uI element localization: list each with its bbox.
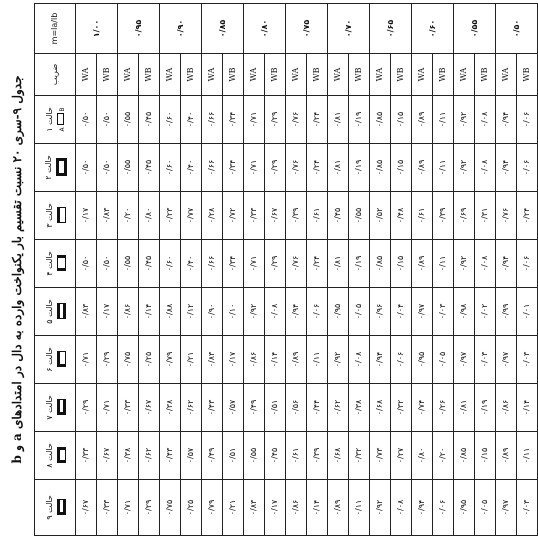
value-cell: ۰/۲۰: [118, 192, 139, 240]
header-case-9: [35, 480, 76, 536]
value-cell: ۰/۶۲: [328, 384, 349, 432]
value-cell: ۰/۰۸: [391, 480, 412, 536]
value-cell: ۰/۹۴: [496, 240, 517, 288]
value-cell: ۰/۸۹: [328, 480, 349, 536]
value-cell: ۰/۴۰: [181, 96, 202, 144]
table-row: [475, 4, 496, 536]
value-cell: ۰/۰۳: [475, 336, 496, 384]
slab-case-3-icon: [57, 208, 66, 224]
coef-cell: WA: [118, 54, 139, 96]
value-cell: ۰/۳۴: [223, 144, 244, 192]
value-cell: ۰/۲۶: [433, 384, 454, 432]
value-cell: ۰/۲۹: [97, 336, 118, 384]
header-case-5: [35, 288, 76, 336]
value-cell: ۰/۵۰: [76, 96, 97, 144]
coef-cell: WA: [454, 54, 475, 96]
case-label: حالت ۸: [44, 443, 54, 468]
value-cell: ۰/۹۷: [496, 480, 517, 536]
value-cell: ۰/۵۵: [118, 240, 139, 288]
value-cell: ۰/۵۲: [370, 192, 391, 240]
value-cell: ۰/۹۲: [454, 96, 475, 144]
value-cell: ۰/۳۴: [223, 96, 244, 144]
coef-cell: WB: [475, 54, 496, 96]
coef-cell: WB: [97, 54, 118, 96]
table-row: [370, 4, 391, 536]
slab-case-5-icon: [57, 304, 66, 320]
value-cell: ۰/۰۵: [475, 480, 496, 536]
value-cell: ۰/۲۹: [76, 384, 97, 432]
value-cell: ۰/۶۷: [139, 384, 160, 432]
header-case-6: [35, 336, 76, 384]
ratio-cell: ۰/۵۰: [496, 4, 538, 54]
slab-case-8-icon: [57, 448, 66, 464]
value-cell: ۰/۸۹: [412, 96, 433, 144]
value-cell: ۰/۵۶: [286, 384, 307, 432]
value-cell: ۰/۹۰: [202, 288, 223, 336]
value-cell: ۰/۲۹: [139, 480, 160, 536]
value-cell: ۰/۰۴: [391, 288, 412, 336]
value-cell: ۰/۰۸: [265, 288, 286, 336]
ratio-cell: ۱/۰۰: [76, 4, 118, 54]
value-cell: ۰/۴۹: [244, 384, 265, 432]
ratio-cell: ۰/۹۵: [118, 4, 160, 54]
value-cell: ۰/۵۷: [223, 384, 244, 432]
value-cell: ۰/۸۹: [412, 144, 433, 192]
value-cell: ۰/۳۸: [160, 384, 181, 432]
table-row: [265, 4, 286, 536]
ratio-cell: ۰/۹۰: [160, 4, 202, 54]
value-cell: ۰/۷۵: [160, 480, 181, 536]
value-cell: ۰/۳۳: [244, 192, 265, 240]
value-cell: ۰/۴۰: [181, 240, 202, 288]
value-cell: ۰/۱۷: [76, 192, 97, 240]
value-cell: ۰/۴۰: [181, 144, 202, 192]
value-cell: ۰/۱۵: [391, 240, 412, 288]
value-cell: ۰/۰۸: [475, 144, 496, 192]
value-cell: ۰/۷۵: [118, 336, 139, 384]
value-cell: ۰/۷۶: [286, 240, 307, 288]
value-cell: ۰/۰۵: [349, 288, 370, 336]
coef-cell: WB: [223, 54, 244, 96]
value-cell: ۰/۱۷: [97, 288, 118, 336]
value-cell: ۰/۴۹: [202, 432, 223, 480]
value-cell: ۰/۲۵: [181, 480, 202, 536]
value-cell: ۰/۲۹: [265, 96, 286, 144]
value-cell: ۰/۱۴: [265, 336, 286, 384]
value-cell: ۰/۹۲: [454, 240, 475, 288]
value-cell: ۰/۴۵: [139, 96, 160, 144]
value-cell: ۰/۸۰: [139, 192, 160, 240]
value-cell: ۰/۱۴: [307, 480, 328, 536]
value-cell: ۰/۴۴: [307, 384, 328, 432]
header-coef: ضریب: [35, 54, 76, 96]
value-cell: ۰/۷۱: [118, 480, 139, 536]
value-cell: ۰/۶۰: [160, 96, 181, 144]
value-cell: ۰/۲۴: [307, 240, 328, 288]
coef-cell: WA: [202, 54, 223, 96]
header-case-8: [35, 432, 76, 480]
header-case-1: [35, 96, 76, 144]
value-cell: ۰/۸۵: [370, 96, 391, 144]
value-cell: ۰/۰۸: [475, 240, 496, 288]
value-cell: ۰/۳۳: [76, 432, 97, 480]
value-cell: ۰/۲۳: [160, 192, 181, 240]
table-row: [181, 4, 202, 536]
header-case-7: [35, 384, 76, 432]
ratio-cell: ۰/۶۵: [370, 4, 412, 54]
value-cell: ۰/۸۱: [328, 144, 349, 192]
case-label: حالت ۲: [43, 155, 53, 180]
slab-case-1-icon: [57, 114, 64, 126]
value-cell: ۰/۲۹: [265, 144, 286, 192]
value-cell: ۰/۲۰: [433, 432, 454, 480]
value-cell: ۰/۶۱: [286, 432, 307, 480]
value-cell: ۰/۰۱: [517, 288, 538, 336]
value-cell: ۰/۵۰: [76, 240, 97, 288]
value-cell: ۰/۷۴: [412, 384, 433, 432]
case1-a-label: A: [58, 127, 66, 132]
value-cell: ۰/۵۵: [118, 96, 139, 144]
value-cell: ۰/۸۰: [412, 432, 433, 480]
slab-case-9-icon: [57, 500, 66, 516]
coef-cell: WB: [391, 54, 412, 96]
value-cell: ۰/۸۳: [244, 480, 265, 536]
value-cell: ۰/۱۱: [433, 144, 454, 192]
value-cell: ۰/۷۱: [97, 384, 118, 432]
value-cell: ۰/۷۷: [181, 192, 202, 240]
value-cell: ۰/۰۶: [433, 480, 454, 536]
value-cell: ۰/۵۷: [181, 432, 202, 480]
value-cell: ۰/۶۶: [202, 240, 223, 288]
value-cell: ۰/۱۹: [349, 240, 370, 288]
case-label: حالت ۹: [44, 495, 54, 520]
value-cell: ۰/۷۹: [160, 336, 181, 384]
case-label: حالت ۵: [44, 299, 54, 324]
table-row: [454, 4, 475, 536]
value-cell: ۰/۸۱: [454, 384, 475, 432]
value-cell: ۰/۵۰: [76, 144, 97, 192]
value-cell: ۰/۷۳: [370, 432, 391, 480]
value-cell: ۰/۸۶: [244, 336, 265, 384]
coef-cell: WB: [433, 54, 454, 96]
value-cell: ۰/۸۱: [328, 96, 349, 144]
table-row: [286, 4, 307, 536]
value-cell: ۰/۱۱: [433, 96, 454, 144]
table-row: [496, 4, 517, 536]
value-cell: ۰/۱۷: [265, 480, 286, 536]
value-cell: ۰/۶۰: [160, 144, 181, 192]
value-cell: ۰/۸۵: [454, 432, 475, 480]
value-cell: ۰/۹۲: [370, 480, 391, 536]
ratio-cell: ۰/۶۰: [412, 4, 454, 54]
value-cell: ۰/۰۵: [433, 336, 454, 384]
value-cell: ۰/۸۹: [412, 240, 433, 288]
value-cell: ۰/۹۵: [412, 336, 433, 384]
value-cell: ۰/۸۳: [97, 192, 118, 240]
coef-cell: WA: [286, 54, 307, 96]
table-row: [202, 4, 223, 536]
value-cell: ۰/۸۵: [370, 240, 391, 288]
header-case-3: [35, 192, 76, 240]
value-cell: ۰/۵۵: [244, 432, 265, 480]
header-row: [35, 4, 76, 536]
value-cell: ۰/۶۶: [202, 144, 223, 192]
header-case-4: [35, 240, 76, 288]
coef-cell: WB: [307, 54, 328, 96]
case-label: حالت ۴: [44, 251, 54, 276]
value-cell: ۰/۱۷: [223, 336, 244, 384]
slab-case-6-icon: [57, 352, 66, 368]
value-cell: ۰/۳۳: [97, 480, 118, 536]
value-cell: ۰/۳۹: [286, 192, 307, 240]
table-row: [412, 4, 433, 536]
value-cell: ۰/۰۸: [349, 336, 370, 384]
value-cell: ۰/۴۳: [160, 432, 181, 480]
value-cell: ۰/۰۶: [307, 288, 328, 336]
value-cell: ۰/۵۱: [223, 432, 244, 480]
coef-cell: WA: [76, 54, 97, 96]
value-cell: ۰/۹۸: [454, 288, 475, 336]
case1-ab: [55, 107, 66, 131]
case-label: حالت ۷: [44, 395, 54, 420]
value-cell: ۰/۲۱: [181, 336, 202, 384]
value-cell: ۰/۶۱: [412, 192, 433, 240]
value-cell: ۰/۶۸: [370, 384, 391, 432]
value-cell: ۰/۷۱: [244, 144, 265, 192]
ratio-cell: ۰/۸۵: [202, 4, 244, 54]
value-cell: ۰/۸۶: [118, 288, 139, 336]
value-cell: ۰/۳۱: [475, 192, 496, 240]
table-row: [244, 4, 265, 536]
value-cell: ۰/۱۵: [475, 432, 496, 480]
value-cell: ۰/۱۵: [391, 96, 412, 144]
value-cell: ۰/۶۲: [139, 432, 160, 480]
value-cell: ۰/۹۶: [370, 288, 391, 336]
value-cell: ۰/۵۰: [97, 96, 118, 144]
value-cell: ۰/۸۵: [370, 144, 391, 192]
value-cell: ۰/۹۵: [454, 480, 475, 536]
value-cell: ۰/۹۲: [328, 336, 349, 384]
value-cell: ۰/۲۹: [265, 240, 286, 288]
value-cell: ۰/۰۶: [391, 336, 412, 384]
case-label: حالت ۳: [44, 203, 54, 228]
value-cell: ۰/۴۵: [139, 144, 160, 192]
value-cell: ۰/۰۳: [517, 336, 538, 384]
header-case-2: [35, 144, 76, 192]
value-cell: ۰/۲۸: [202, 192, 223, 240]
table-row: [139, 4, 160, 536]
value-cell: ۰/۸۶: [286, 480, 307, 536]
ratio-cell: ۰/۸۰: [244, 4, 286, 54]
value-cell: ۰/۹۴: [496, 144, 517, 192]
case-label: حالت ۱: [44, 107, 54, 132]
value-cell: ۰/۷۹: [202, 480, 223, 536]
table-row: [160, 4, 181, 536]
ratio-cell: ۰/۵۵: [454, 4, 496, 54]
value-cell: ۰/۱۰: [223, 288, 244, 336]
value-cell: ۰/۱۴: [517, 384, 538, 432]
case-label: حالت ۶: [44, 347, 54, 372]
value-cell: ۰/۴۵: [265, 432, 286, 480]
value-cell: ۰/۳۹: [307, 432, 328, 480]
value-cell: ۰/۲۴: [517, 192, 538, 240]
value-cell: ۰/۹۲: [244, 288, 265, 336]
value-cell: ۰/۹۹: [496, 288, 517, 336]
value-cell: ۰/۲۴: [307, 96, 328, 144]
value-cell: ۰/۶۷: [97, 432, 118, 480]
table-row: [97, 4, 118, 536]
value-cell: ۰/۸۹: [496, 432, 517, 480]
value-cell: ۰/۶۶: [202, 96, 223, 144]
value-cell: ۰/۵۰: [97, 240, 118, 288]
table-row: [349, 4, 370, 536]
header-m: m=la/lb: [35, 4, 76, 54]
value-cell: ۰/۲۵: [139, 336, 160, 384]
value-cell: ۰/۴۳: [202, 384, 223, 432]
value-cell: ۰/۷۱: [244, 96, 265, 144]
value-cell: ۰/۷۲: [223, 192, 244, 240]
value-cell: ۰/۲۷: [391, 432, 412, 480]
value-cell: ۰/۵۰: [97, 144, 118, 192]
coef-cell: WA: [496, 54, 517, 96]
value-cell: ۰/۱۹: [349, 96, 370, 144]
coef-cell: WA: [412, 54, 433, 96]
load-distribution-table: [34, 3, 538, 536]
value-cell: ۰/۳۸: [118, 432, 139, 480]
value-cell: ۰/۹۴: [286, 288, 307, 336]
value-cell: ۰/۷۱: [244, 240, 265, 288]
value-cell: ۰/۰۳: [517, 480, 538, 536]
ratio-cell: ۰/۷۰: [328, 4, 370, 54]
value-cell: ۰/۷۱: [76, 336, 97, 384]
value-cell: ۰/۷۶: [496, 192, 517, 240]
value-cell: ۰/۸۳: [202, 336, 223, 384]
table-body: [76, 4, 538, 536]
value-cell: ۰/۹۴: [496, 96, 517, 144]
value-cell: ۰/۶۱: [307, 192, 328, 240]
value-cell: ۰/۱۱: [349, 480, 370, 536]
slab-case-7-icon: [57, 400, 66, 416]
value-cell: ۰/۴۵: [328, 192, 349, 240]
coef-cell: WB: [517, 54, 538, 96]
table-row: [76, 4, 97, 536]
table-row: [328, 4, 349, 536]
coef-cell: WA: [160, 54, 181, 96]
value-cell: ۰/۳۹: [433, 192, 454, 240]
value-cell: ۰/۰۲: [475, 288, 496, 336]
table-row: [118, 4, 139, 536]
value-cell: ۰/۶۹: [454, 192, 475, 240]
value-cell: ۰/۶۰: [160, 240, 181, 288]
value-cell: ۰/۴۸: [391, 192, 412, 240]
coef-cell: WB: [349, 54, 370, 96]
table-row: [223, 4, 244, 536]
coef-cell: WA: [370, 54, 391, 96]
value-cell: ۰/۹۴: [370, 336, 391, 384]
value-cell: ۰/۶۷: [76, 480, 97, 536]
coef-cell: WB: [139, 54, 160, 96]
table-row: [391, 4, 412, 536]
value-cell: ۰/۳۲: [391, 384, 412, 432]
case1-b-label: B: [58, 107, 66, 112]
table-row: [517, 4, 538, 536]
ratio-cell: ۰/۷۵: [286, 4, 328, 54]
value-cell: ۰/۸۳: [76, 288, 97, 336]
value-cell: ۰/۴۵: [139, 240, 160, 288]
value-cell: ۰/۶۸: [328, 432, 349, 480]
value-cell: ۰/۰۳: [433, 288, 454, 336]
value-cell: ۰/۱۹: [349, 144, 370, 192]
table-row: [433, 4, 454, 536]
value-cell: ۰/۱۱: [433, 240, 454, 288]
value-cell: ۰/۹۵: [328, 288, 349, 336]
value-cell: ۰/۳۴: [223, 240, 244, 288]
value-cell: ۰/۱۱: [307, 336, 328, 384]
value-cell: ۰/۸۸: [160, 288, 181, 336]
value-cell: ۰/۱۴: [139, 288, 160, 336]
value-cell: ۰/۳۲: [349, 432, 370, 480]
value-cell: ۰/۷۶: [286, 144, 307, 192]
value-cell: ۰/۰۶: [517, 144, 538, 192]
table-title: جدول ۹-سری ۲۰ نسبت تقسیم بار یکنواخت وارده به دال در امتدادهای a و b: [10, 75, 24, 464]
value-cell: ۰/۸۶: [496, 384, 517, 432]
value-cell: ۰/۹۷: [496, 336, 517, 384]
coef-cell: WB: [181, 54, 202, 96]
value-cell: ۰/۶۲: [181, 384, 202, 432]
value-cell: ۰/۰۶: [517, 96, 538, 144]
slab-case-2-icon: [56, 159, 67, 177]
table-row: [307, 4, 328, 536]
coef-cell: WB: [265, 54, 286, 96]
value-cell: ۰/۳۸: [349, 384, 370, 432]
value-cell: ۰/۲۱: [223, 480, 244, 536]
value-cell: ۰/۹۷: [454, 336, 475, 384]
value-cell: ۰/۹۴: [412, 480, 433, 536]
value-cell: ۰/۳۳: [118, 384, 139, 432]
value-cell: ۰/۵۱: [265, 384, 286, 432]
value-cell: ۰/۹۷: [412, 288, 433, 336]
value-cell: ۰/۹۲: [454, 144, 475, 192]
value-cell: ۰/۱۱: [517, 432, 538, 480]
value-cell: ۰/۰۶: [517, 240, 538, 288]
value-cell: ۰/۷۶: [286, 96, 307, 144]
value-cell: ۰/۱۲: [181, 288, 202, 336]
value-cell: ۰/۸۹: [286, 336, 307, 384]
value-cell: ۰/۰۸: [475, 96, 496, 144]
value-cell: ۰/۱۵: [391, 144, 412, 192]
value-cell: ۰/۵۵: [349, 192, 370, 240]
value-cell: ۰/۲۴: [307, 144, 328, 192]
value-cell: ۰/۱۹: [475, 384, 496, 432]
value-cell: ۰/۸۱: [328, 240, 349, 288]
value-cell: ۰/۵۵: [118, 144, 139, 192]
value-cell: ۰/۶۷: [265, 192, 286, 240]
coef-cell: WA: [244, 54, 265, 96]
slab-case-4-icon: [57, 256, 66, 272]
coef-cell: WA: [328, 54, 349, 96]
